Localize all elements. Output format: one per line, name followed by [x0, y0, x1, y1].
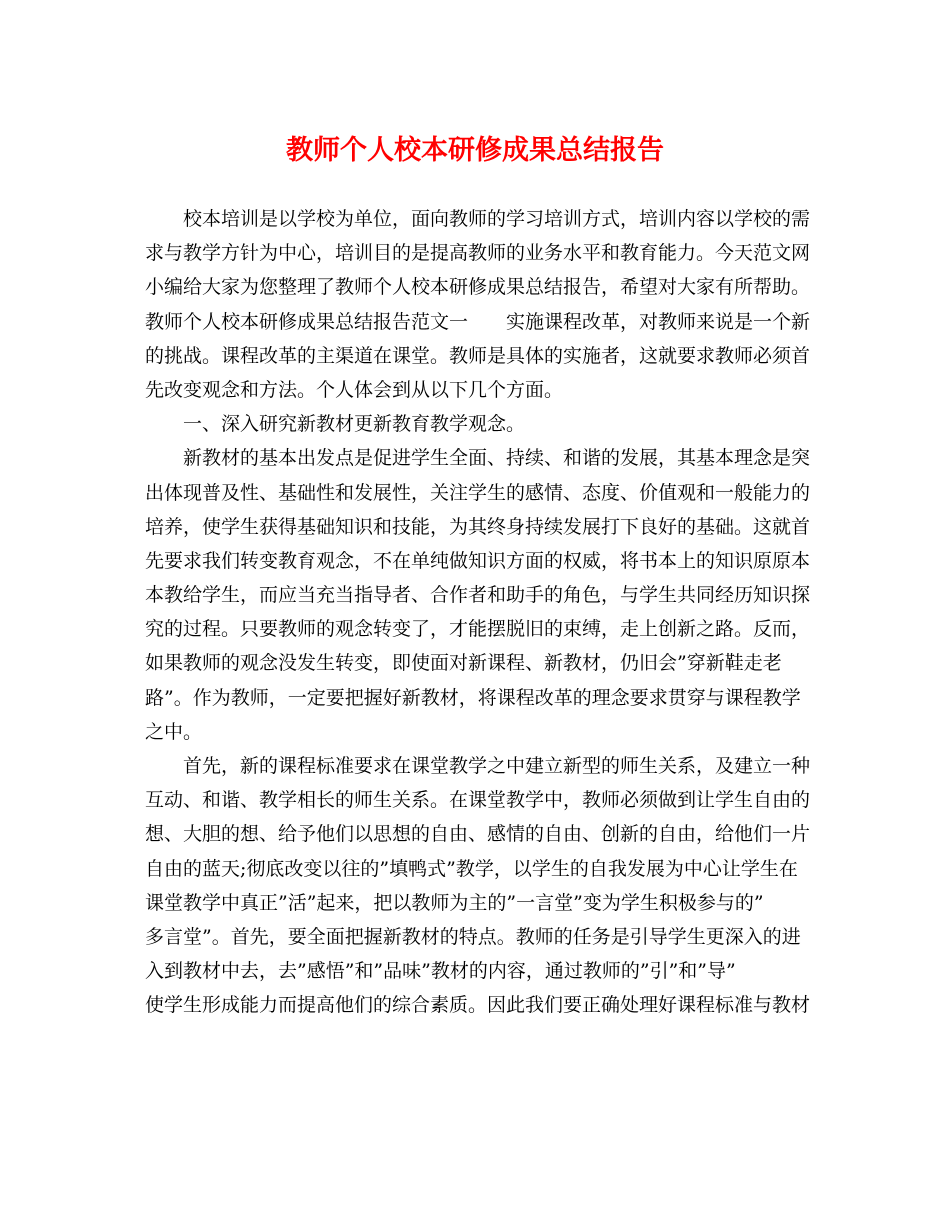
- paragraph-line: 本教给学生，而应当充当指导者、合作者和助手的角色，与学生共同经历知识探: [145, 584, 811, 607]
- paragraph-line: 新教材的基本出发点是促进学生全面、持续、和谐的发展，其基本理念是突: [183, 447, 811, 470]
- paragraph: [145, 441, 810, 749]
- paragraph-line: 如果教师的观念没发生转变，即使面对新课程、新教材，仍旧会”穿新鞋走老: [145, 652, 782, 675]
- paragraph: [145, 407, 810, 441]
- paragraph-line: 先改变观念和方法。个人体会到从以下几个方面。: [145, 378, 564, 401]
- paragraph-line: 之中。: [145, 720, 203, 743]
- paragraph-line: 培养，使学生获得基础知识和技能，为其终身持续发展打下良好的基础。这就首: [145, 515, 811, 538]
- paragraph-line: 校本培训是以学校为单位，面向教师的学习培训方式，培训内容以学校的需: [183, 208, 811, 230]
- paragraph-line: 互动、和谐、教学相长的师生关系。在课堂教学中，教师必须做到让学生自由的: [145, 789, 811, 812]
- paragraph-line: 自由的蓝天;彻底改变以往的”填鸭式”教学，以学生的自我发展为中心让学生在: [145, 857, 798, 880]
- paragraph-line: 教师个人校本研修成果总结报告范文一 实施课程改革，对教师来说是一个新: [145, 310, 811, 333]
- paragraph-line: 究的过程。只要教师的观念转变了，才能摆脱旧的束缚，走上创新之路。反而，: [145, 618, 811, 641]
- paragraph-line: 出体现普及性、基础性和发展性，关注学生的感情、态度、价值观和一般能力的: [145, 481, 811, 504]
- paragraph-line: 多言堂”。首先，要全面把握新教材的特点。教师的任务是引导学生更深入的进: [145, 925, 801, 948]
- paragraph-line: 先要求我们转变教育观念，不在单纯做知识方面的权威，将书本上的知识原原本: [145, 549, 811, 572]
- paragraph-line: 路”。作为教师，一定要把握好新教材，将课程改革的理念要求贯穿与课程教学: [145, 686, 801, 709]
- paragraph-line: 想、大胆的想、给予他们以思想的自由、感情的自由、创新的自由，给他们一片: [145, 823, 811, 846]
- document-title: 教师个人校本研修成果总结报告: [286, 135, 664, 166]
- paragraph-line: 一、深入研究新教材更新教育教学观念。: [183, 413, 526, 436]
- paragraph-line: 入到教材中去，去”感悟”和”品味”教材的内容，通过教师的”引”和”导”: [145, 960, 736, 983]
- paragraph-line: 求与教学方针为中心，培训目的是提高教师的业务水平和教育能力。今天范文网: [145, 242, 811, 265]
- document-body: [145, 202, 810, 1023]
- paragraph-line: 小编给大家为您整理了教师个人校本研修成果总结报告，希望对大家有所帮助。: [145, 276, 811, 299]
- paragraph-line: 使学生形成能力而提高他们的综合素质。因此我们要正确处理好课程标准与教材: [145, 994, 811, 1017]
- paragraph-line: 课堂教学中真正”活”起来，把以教师为主的”一言堂”变为学生积极参与的”: [145, 891, 764, 914]
- paragraph-line: 的挑战。课程改革的主渠道在课堂。教师是具体的实施者，这就要求教师必须首: [145, 344, 811, 367]
- paragraph: [145, 202, 810, 407]
- paragraph-line: 首先，新的课程标准要求在课堂教学之中建立新型的师生关系，及建立一种: [183, 755, 811, 777]
- paragraph: [145, 749, 810, 1023]
